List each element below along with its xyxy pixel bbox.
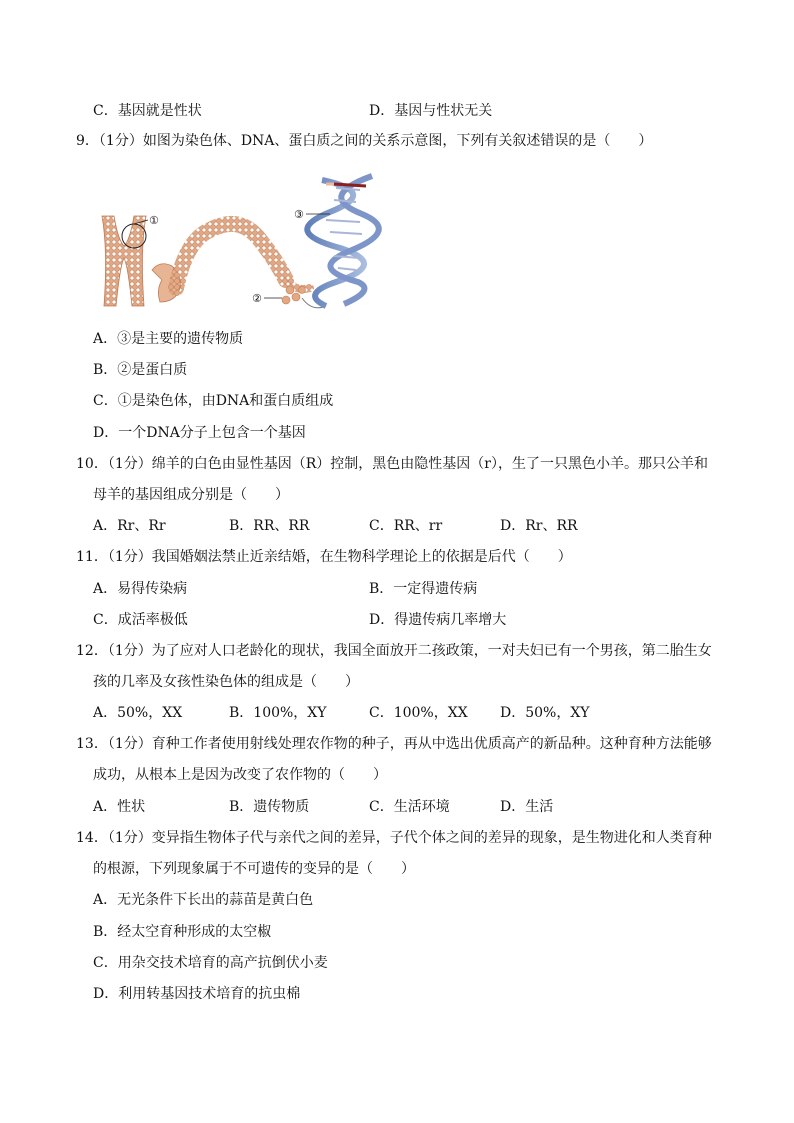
q14-option-b: B．经太空育种形成的太空椒 [93,924,272,940]
q12-option-d: D．50%，XY [500,705,590,721]
q14-option-a: A．无光条件下长出的蒜苗是黄白色 [93,892,314,908]
q13-option-a: A．性状 [93,799,146,815]
q14-option-c: C．用杂交技术培育的高产抗倒伏小麦 [93,955,328,971]
q12-option-c: C．100%，XX [369,705,468,721]
q11-option-b: B．一定得遗传病 [369,581,478,597]
q12-option-b: B．100%，XY [229,705,327,721]
q11-option-d: D．得遗传病几率增大 [369,612,507,628]
chromosome-dna-illustration [90,170,390,320]
q8-option-c: C．基因就是性状 [93,103,202,119]
q10-option-d: D．Rr、RR [500,518,578,534]
q10-stem-line2: 母羊的基因组成分别是（ ） [93,487,289,503]
q8-option-d: D．基因与性状无关 [369,103,493,119]
q12-option-a: A．50%，XX [93,705,183,721]
q14-option-d: D．利用转基因技术培育的抗虫棉 [93,986,301,1002]
q13-option-c: C．生活环境 [369,799,450,815]
q10-stem-line1: 10．（1分）绵羊的白色由显性基因（R）控制，黑色由隐性基因（r），生了一只黑色小羊。那只公羊和 [76,456,708,472]
dna-helix [307,176,379,306]
q13-option-b: B．遗传物质 [229,799,310,815]
nucleosome-beads [282,286,306,304]
q9-stem: 9．（1分）如图为染色体、DNA、蛋白质之间的关系示意图，下列有关叙述错误的是（ ） [76,133,653,149]
q11-option-a: A．易得传染病 [93,581,188,597]
label-3: ③ [294,208,304,221]
q14-stem-line2: 的根源，下列现象属于不可遗传的变异的是（ ） [93,861,415,877]
label-1: ① [149,214,159,227]
label-2: ② [252,292,262,305]
q10-option-c: C．RR、rr [369,518,443,534]
q9-option-a: A．③是主要的遗传物质 [93,331,244,347]
q9-option-c: C．①是染色体，由DNA和蛋白质组成 [93,393,334,409]
q10-option-a: A．Rr、Rr [93,518,166,534]
q12-stem-line1: 12．（1分）为了应对人口老龄化的现状，我国全面放开二孩政策，一对夫妇已有一个男孩，第二胎生女 [76,643,712,659]
q13-stem-line2: 成功，从根本上是因为改变了农作物的（ ） [93,767,387,783]
q9-option-b: B．②是蛋白质 [93,362,188,378]
q13-option-d: D．生活 [500,799,554,815]
q11-stem: 11．（1分）我国婚姻法禁止近亲结婚，在生物科学理论上的依据是后代（ ） [76,549,572,565]
q12-stem-line2: 孩的几率及女孩性染色体的组成是（ ） [93,674,359,690]
q13-stem-line1: 13．（1分）育种工作者使用射线处理农作物的种子，再从中选出优质高产的新品种。这种育种方法能够 [76,736,712,752]
q9-option-d: D．一个DNA分子上包含一个基因 [93,425,306,441]
q14-stem-line1: 14．（1分）变异指生物体子代与亲代之间的差异，子代个体之间的差异的现象，是生物进化和人类育种 [76,830,712,846]
q10-option-b: B．RR、RR [229,518,310,534]
q11-option-c: C．成活率极低 [93,612,188,628]
chromosome-dna-diagram [90,170,390,320]
